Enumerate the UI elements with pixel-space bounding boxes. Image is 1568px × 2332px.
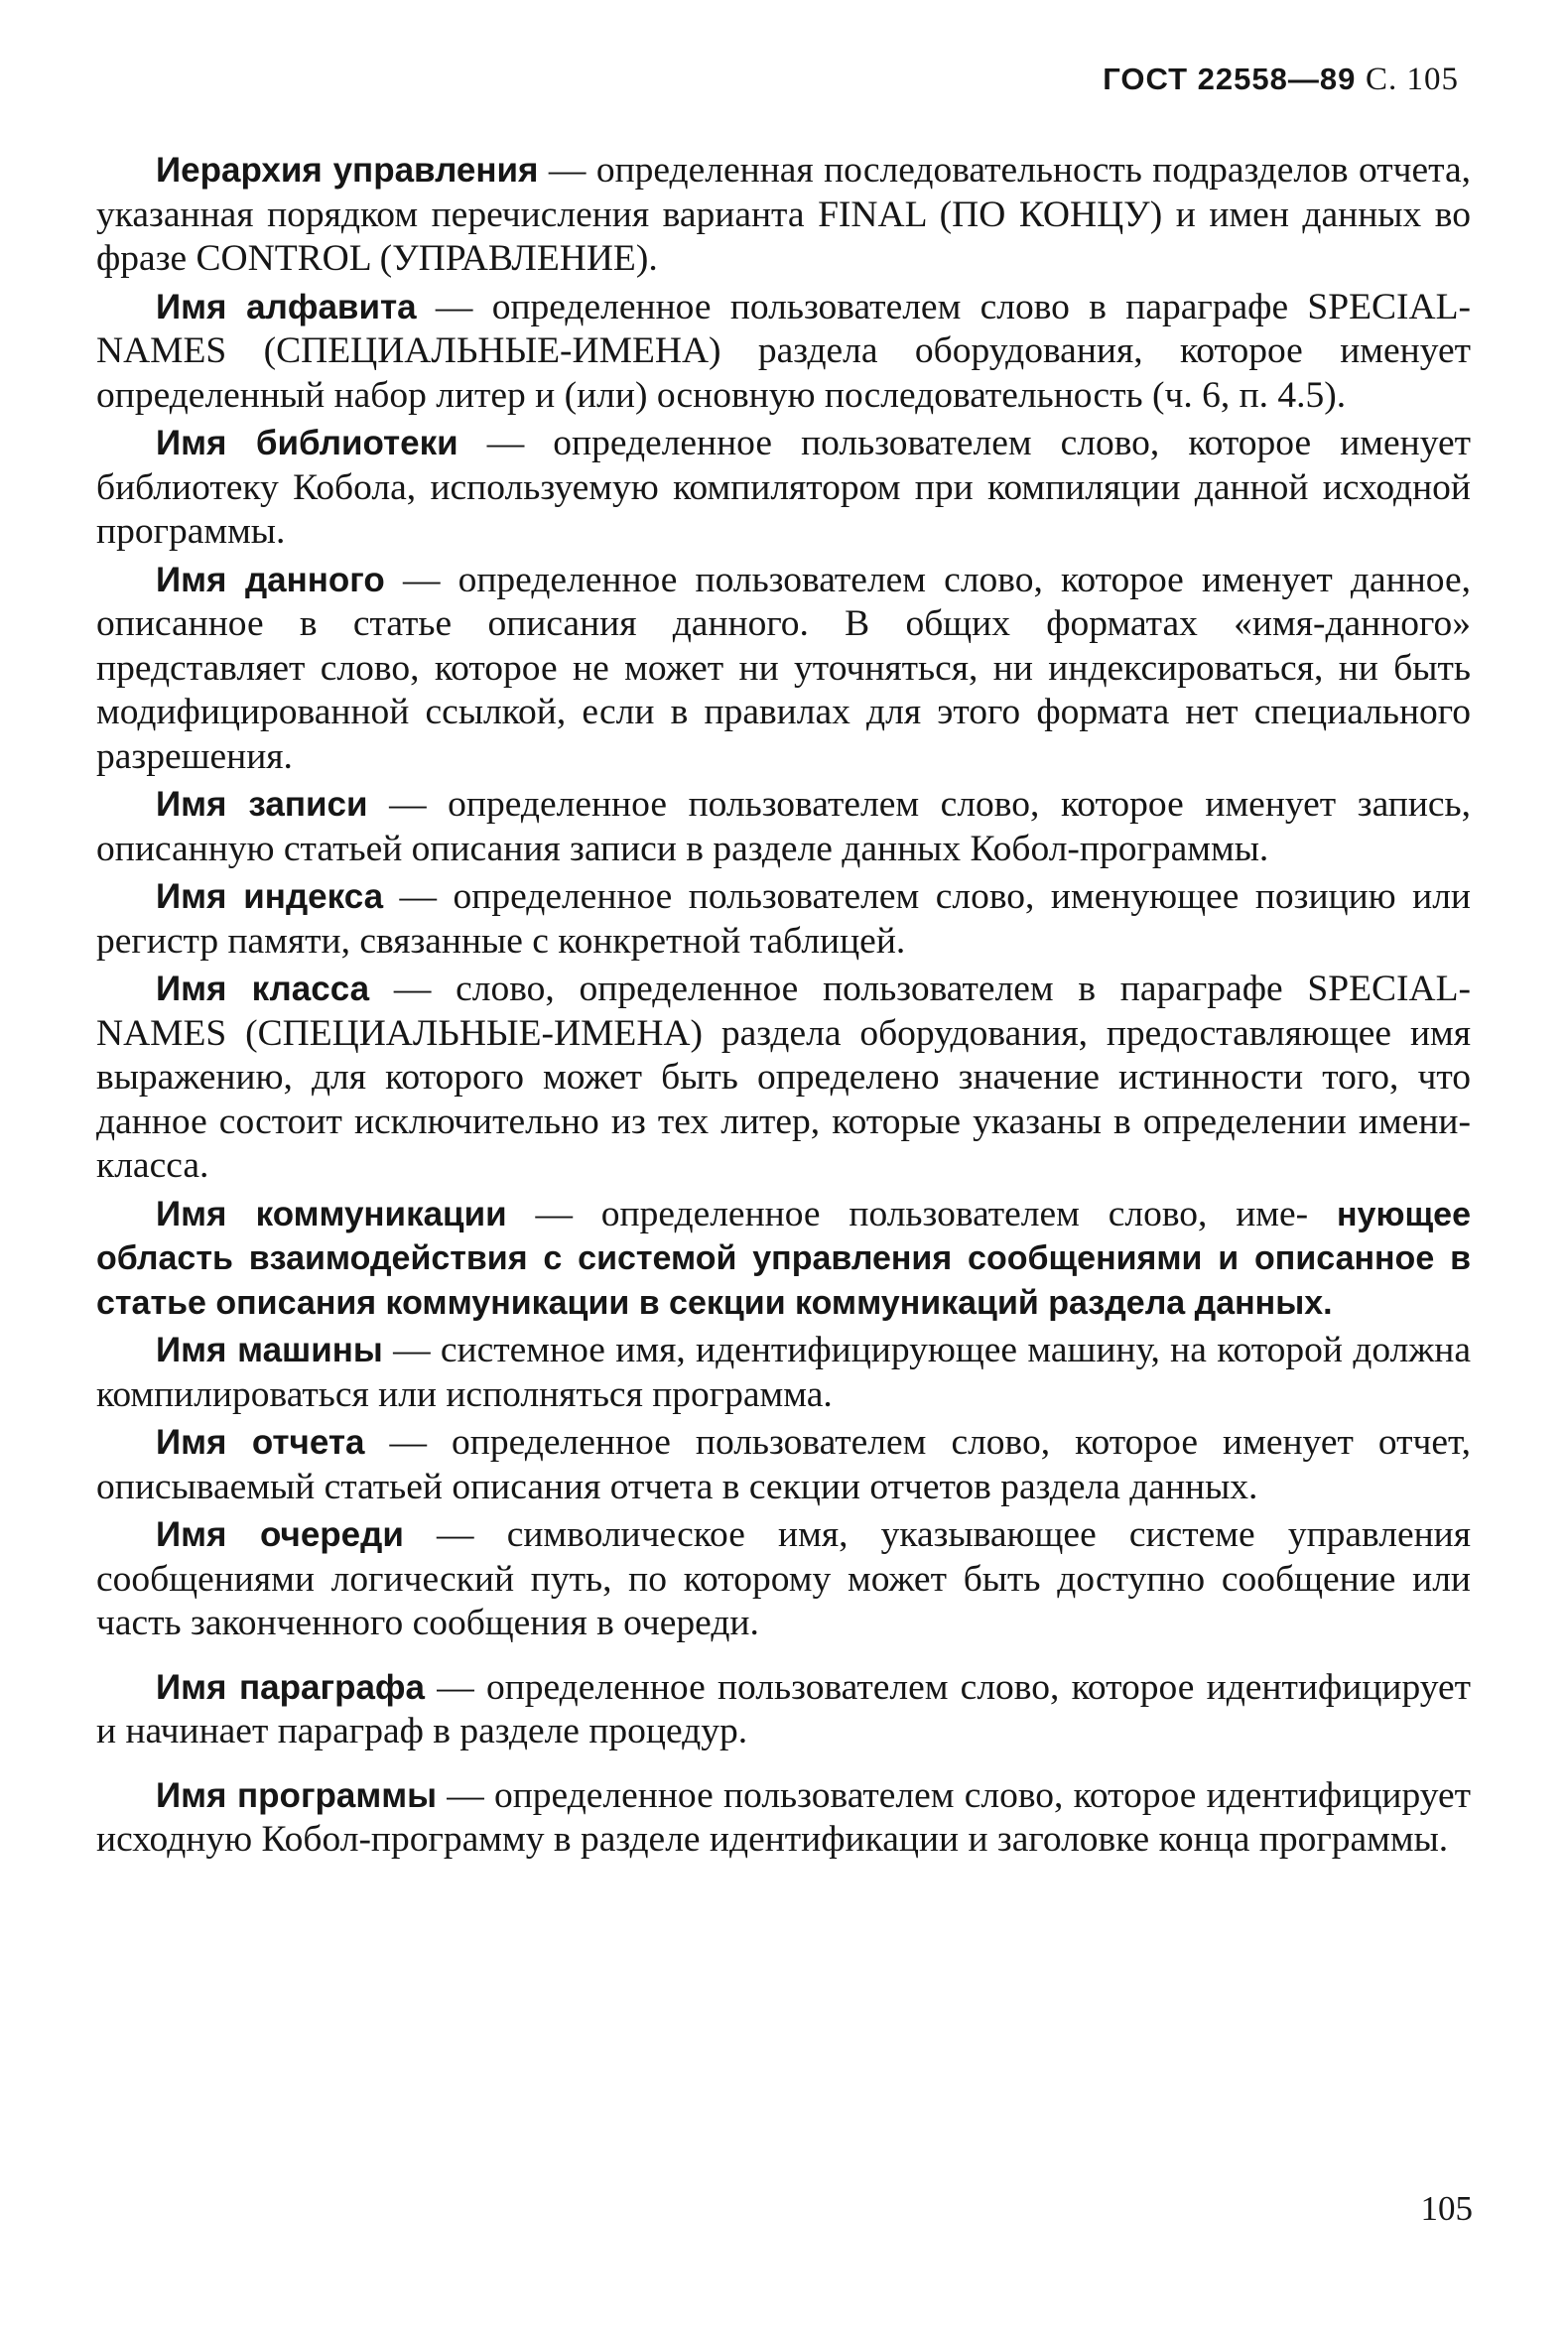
entry-term: Имя отчета — [156, 1423, 365, 1462]
glossary-entry — [96, 875, 1471, 964]
header-page-number: С. 105 — [1365, 62, 1459, 97]
glossary-entry — [96, 286, 1471, 419]
entry-definition: — определенное пользователем слово, именующее позицию или регистр памяти, связанные с конкретной таблицей. — [96, 876, 1472, 962]
entry-definition: — определенное пользователем слово в параграфе SPECIAL-NAMES (СПЕЦИАЛЬНЫЕ-ИМЕНА) раздела оборудования, которое именует определенный набор литер и (или) основную последовательность (ч. 6, п. 4.5). — [96, 286, 1472, 416]
entry-term: Имя данного — [156, 560, 385, 599]
standard-designation: ГОСТ 22558—89 — [1103, 62, 1357, 96]
entry-term: Имя класса — [156, 970, 370, 1008]
entry-term: Имя библиотеки — [156, 424, 458, 462]
entry-definition: — определенное пользователем слово, которое именует данное, описанное в статье описания данного. В общих форматах «имя-данного» представляет слово, которое не может ни уточняться, ни индексироваться, ни быть модифицированной ссылкой, если в правилах для этого формата нет специального разрешения. — [96, 559, 1472, 777]
entry-term: Имя коммуникации — [156, 1194, 507, 1233]
glossary-entry — [96, 1774, 1471, 1863]
entry-term: Имя записи — [156, 785, 368, 824]
glossary-entry — [96, 559, 1471, 780]
page-number: 105 — [1420, 2189, 1473, 2228]
entry-definition: — определенная последовательность подразделов отчета, указанная порядком перечисления варианта FINAL (ПО КОНЦУ) и имен данных во фразе CONTROL (УПРАВЛЕНИЕ). — [96, 150, 1471, 279]
entry-definition: — определенное пользователем слово, которое именует запись, описанную статьей описания записи в разделе данных Кобол-программы. — [96, 784, 1472, 869]
glossary-entry — [96, 1421, 1471, 1509]
entry-definition: — определенное пользователем слово, которое именует отчет, описываемый статьей описания отчета в секции отчетов раздела данных. — [96, 1422, 1471, 1507]
glossary-text — [96, 149, 1471, 1867]
entry-definition: — определенное пользователем слово, которое идентифицирует исходную Кобол-программу в разделе идентификации и заголовке конца программы. — [96, 1774, 1472, 1860]
glossary-entry — [96, 783, 1471, 871]
entry-definition: — определенное пользователем слово, которое именует библиотеку Кобола, используемую компилятором при компиляции данной исходной программы. — [96, 423, 1471, 552]
entry-definition-bold: нующее область взаимодействия с системой управления сообщениями и описанное в статье описания коммуникации в секции коммуникаций раздела данных. — [96, 1195, 1472, 1322]
entry-term: Имя параграфа — [156, 1667, 426, 1707]
running-header — [1103, 62, 1459, 98]
entry-term: Имя машины — [156, 1331, 383, 1369]
glossary-entry — [96, 1329, 1471, 1417]
glossary-entry — [96, 149, 1471, 282]
glossary-entry — [96, 422, 1471, 555]
entry-definition: — системное имя, идентифицирующее машину, на которой должна компилироваться или исполняться программа. — [96, 1330, 1471, 1415]
entry-definition: — определенное пользователем слово, име- — [506, 1193, 1309, 1234]
entry-term: Имя программы — [156, 1775, 438, 1815]
entry-term: Имя индекса — [156, 877, 384, 916]
entry-definition: — определенное пользователем слово, которое идентифицирует и начинает параграф в разделе процедур. — [96, 1666, 1471, 1751]
entry-definition: — слово, определенное пользователем в параграфе SPECIAL-NAMES (СПЕЦИАЛЬНЫЕ-ИМЕНА) раздела оборудования, предоставляющее имя выражению, для которого может быть определено значение истинности того, что данное состоит исключительно из тех литер, которые указаны в определении имени-класса. — [96, 969, 1471, 1186]
entry-term: Иерархия управления — [156, 151, 539, 190]
entry-term: Имя очереди — [156, 1515, 404, 1554]
glossary-entry — [96, 968, 1471, 1189]
glossary-entry — [96, 1666, 1471, 1754]
entry-definition: — символическое имя, указывающее системе управления сообщениями логический путь, по которому может быть доступно сообщение или часть законченного сообщения в очереди. — [96, 1514, 1471, 1643]
glossary-entry — [96, 1513, 1471, 1646]
glossary-entry — [96, 1193, 1471, 1326]
entry-term: Имя алфавита — [156, 287, 417, 326]
